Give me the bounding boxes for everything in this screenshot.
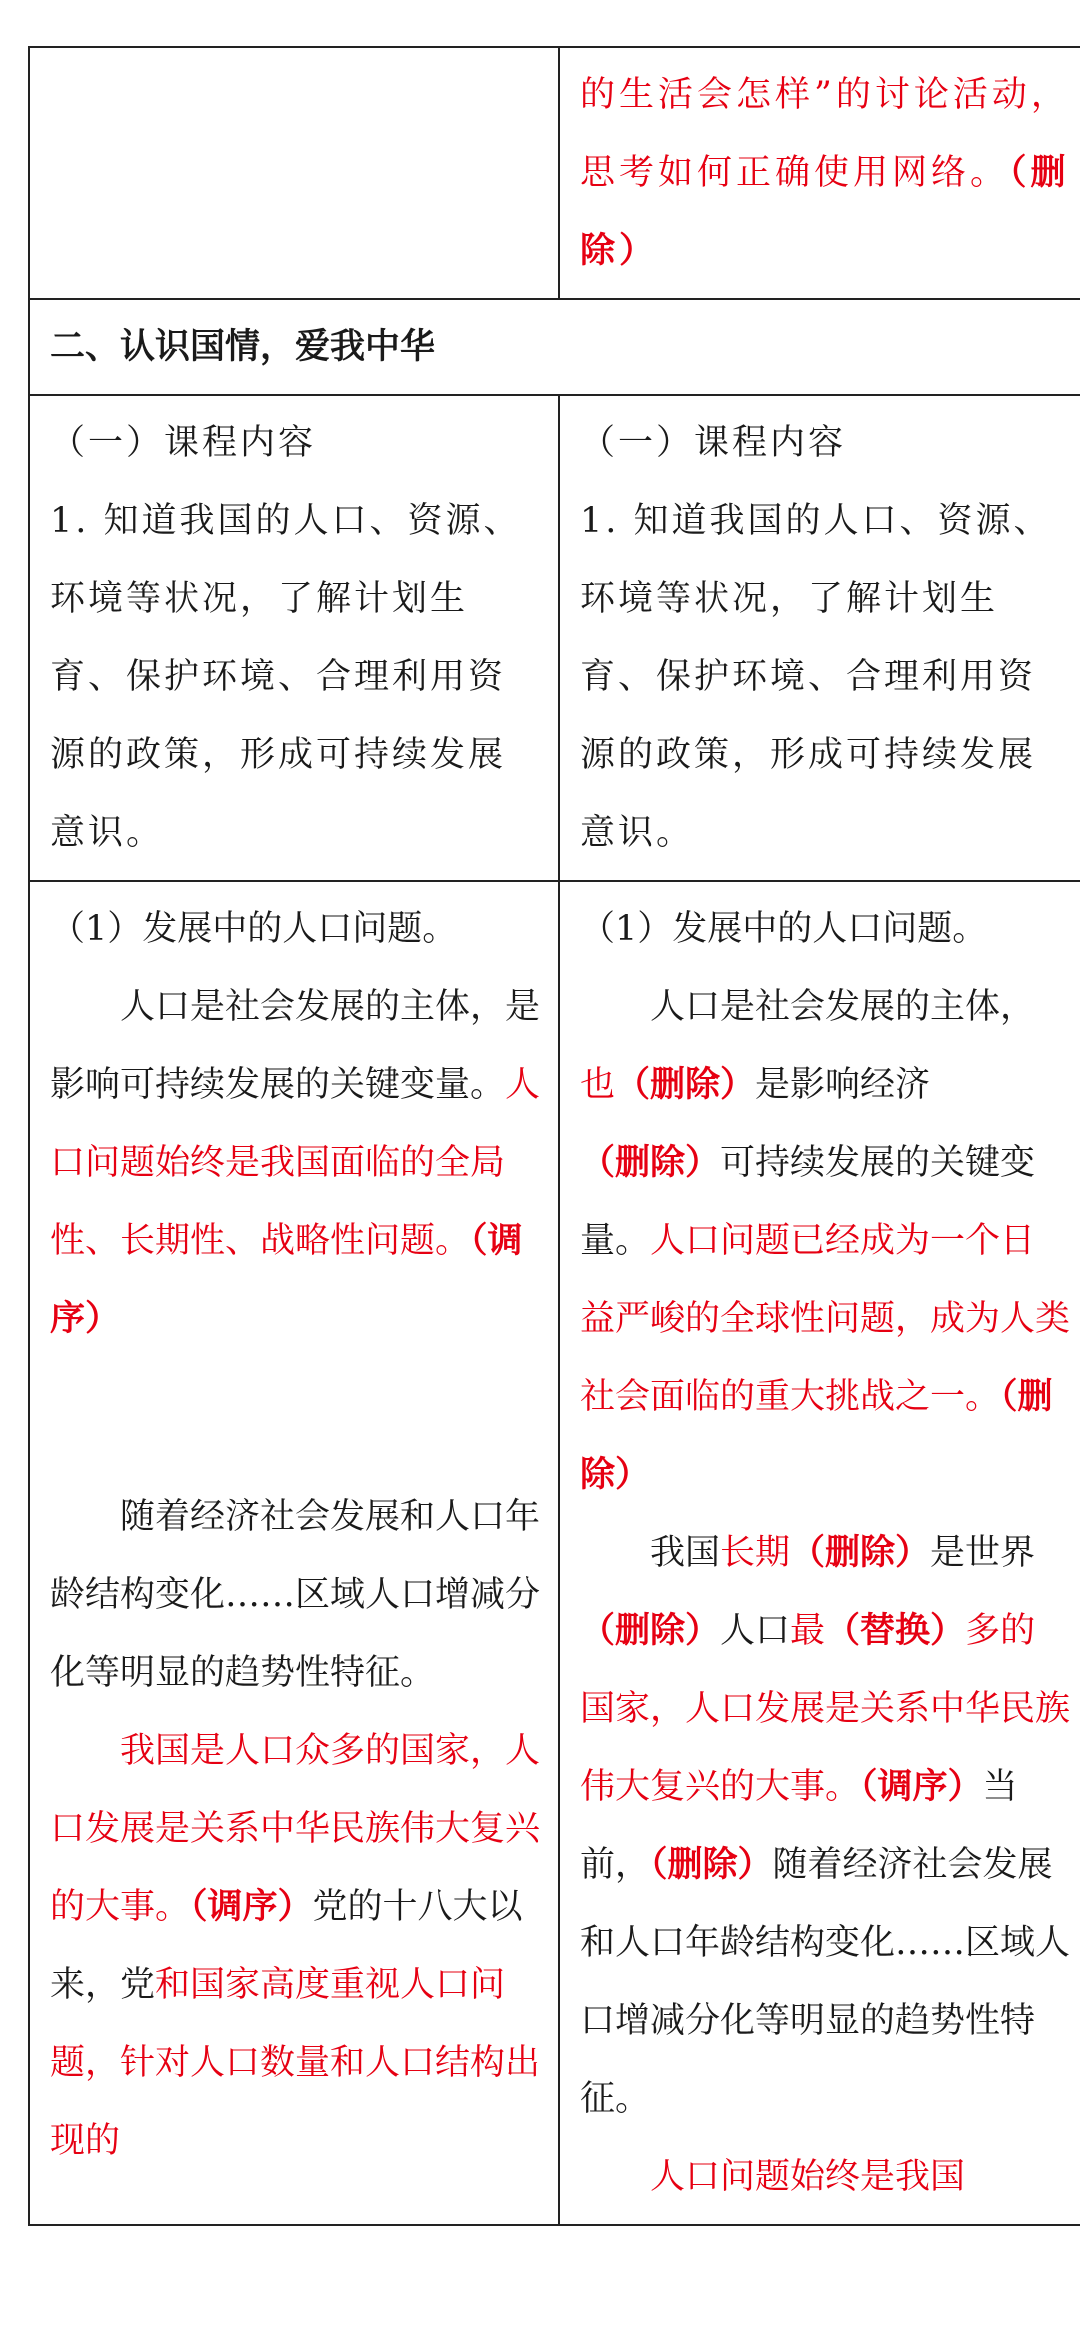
- table-row: [29, 881, 1080, 2225]
- left-cell-course-content: [29, 395, 559, 881]
- edit-tag-delete: （删除）: [580, 1376, 1053, 1495]
- right-paragraph-1: [580, 968, 1070, 1514]
- table-row: [29, 395, 1080, 881]
- plain-text: 人口是社会发展的主体，是影响可持续发展的关键变量。: [50, 987, 541, 1105]
- course-content-body: 1. 知道我国的人口、资源、环境等状况，了解计划生育、保护环境、合理利用资源的政策，形成可持续发展意识。: [50, 501, 522, 853]
- edit-tag-reorder: （调序）: [50, 1220, 523, 1339]
- edit-tag-delete: （删除）: [790, 1532, 931, 1573]
- plain-text: 可持续发展的关键变量。: [580, 1143, 1036, 1261]
- population-heading: （1）发展中的人口问题。: [580, 909, 988, 949]
- table-row: [29, 299, 1080, 395]
- deleted-text: 也: [580, 1065, 616, 1105]
- deleted-text: 人口问题已经成为一个日益严峻的全球性问题，成为人类社会面临的重大挑战之一。: [580, 1221, 1071, 1417]
- deleted-text: 的生活会怎样”的讨论活动，思考如何正确使用网络。: [580, 75, 1070, 193]
- moved-text: 多的国家，人口发展是关系中华民族伟大复兴的大事。: [580, 1611, 1071, 1807]
- plain-text: 是影响经济: [755, 1065, 931, 1105]
- right-paragraph-2: [580, 1514, 1070, 2138]
- course-content-title: （一）课程内容: [580, 423, 847, 463]
- right-paragraph-3: [580, 2138, 1070, 2216]
- moved-text: 人口问题始终是我国面临的全局性、长期性、战略性问题。: [50, 1065, 541, 1261]
- replaced-text: 最: [790, 1611, 826, 1651]
- plain-text: 当前，: [580, 1767, 1018, 1885]
- plain-text: 人口是社会发展的主体，: [650, 987, 1036, 1027]
- table-row: [29, 47, 1080, 299]
- edit-tag-replace: （替换）: [825, 1610, 966, 1651]
- comparison-table: [28, 46, 1080, 2226]
- edit-tag-delete: （删除）: [580, 152, 1070, 271]
- right-cell-course-content: [559, 395, 1080, 881]
- deleted-text: 长期: [720, 1533, 791, 1573]
- left-paragraph-2: 随着经济社会发展和人口年龄结构变化……区域人口增减分化等明显的趋势性特征。: [50, 1497, 541, 1693]
- edit-tag-delete: （删除）: [615, 1064, 756, 1105]
- moved-text: 人口问题始终是我国: [650, 2157, 966, 2197]
- edit-tag-reorder: （调序）: [190, 1886, 313, 1927]
- edit-tag-reorder: （调序）: [860, 1766, 983, 1807]
- moved-text: 和国家高度重视人口问题，针对人口数量和人口结构出现的: [50, 1965, 541, 2161]
- edit-tag-delete: （删除）: [580, 1610, 721, 1651]
- moved-text: 我国是人口众多的国家，人口发展是关系中华民族伟大复兴的大事。: [50, 1731, 541, 1927]
- plain-text: 党的十八大以来，党: [50, 1887, 523, 2005]
- course-content-title: （一）课程内容: [50, 423, 317, 463]
- plain-text: 我国: [650, 1533, 721, 1573]
- section-heading: 二、认识国情，爱我中华: [29, 299, 1080, 395]
- left-paragraph-3: [50, 1712, 542, 2180]
- left-cell-population: [29, 881, 559, 2225]
- spacer: [50, 1358, 542, 1478]
- right-cell-population: [559, 881, 1080, 2225]
- population-heading: （1）发展中的人口问题。: [50, 909, 458, 949]
- plain-text: 是世界: [930, 1533, 1036, 1573]
- right-cell-continuation: [559, 47, 1080, 299]
- plain-text: 人口: [720, 1611, 791, 1651]
- edit-tag-delete: （删除）: [580, 1142, 721, 1183]
- left-paragraph-1: [50, 968, 542, 1358]
- course-content-body: 1. 知道我国的人口、资源、环境等状况，了解计划生育、保护环境、合理利用资源的政策，形成可持续发展意识。: [580, 501, 1052, 853]
- edit-tag-delete: （删除）: [650, 1844, 773, 1885]
- left-cell-empty: [29, 47, 559, 299]
- plain-text: 随着经济社会发展和人口年龄结构变化……区域人口增减分化等明显的趋势性特征。: [580, 1845, 1071, 2119]
